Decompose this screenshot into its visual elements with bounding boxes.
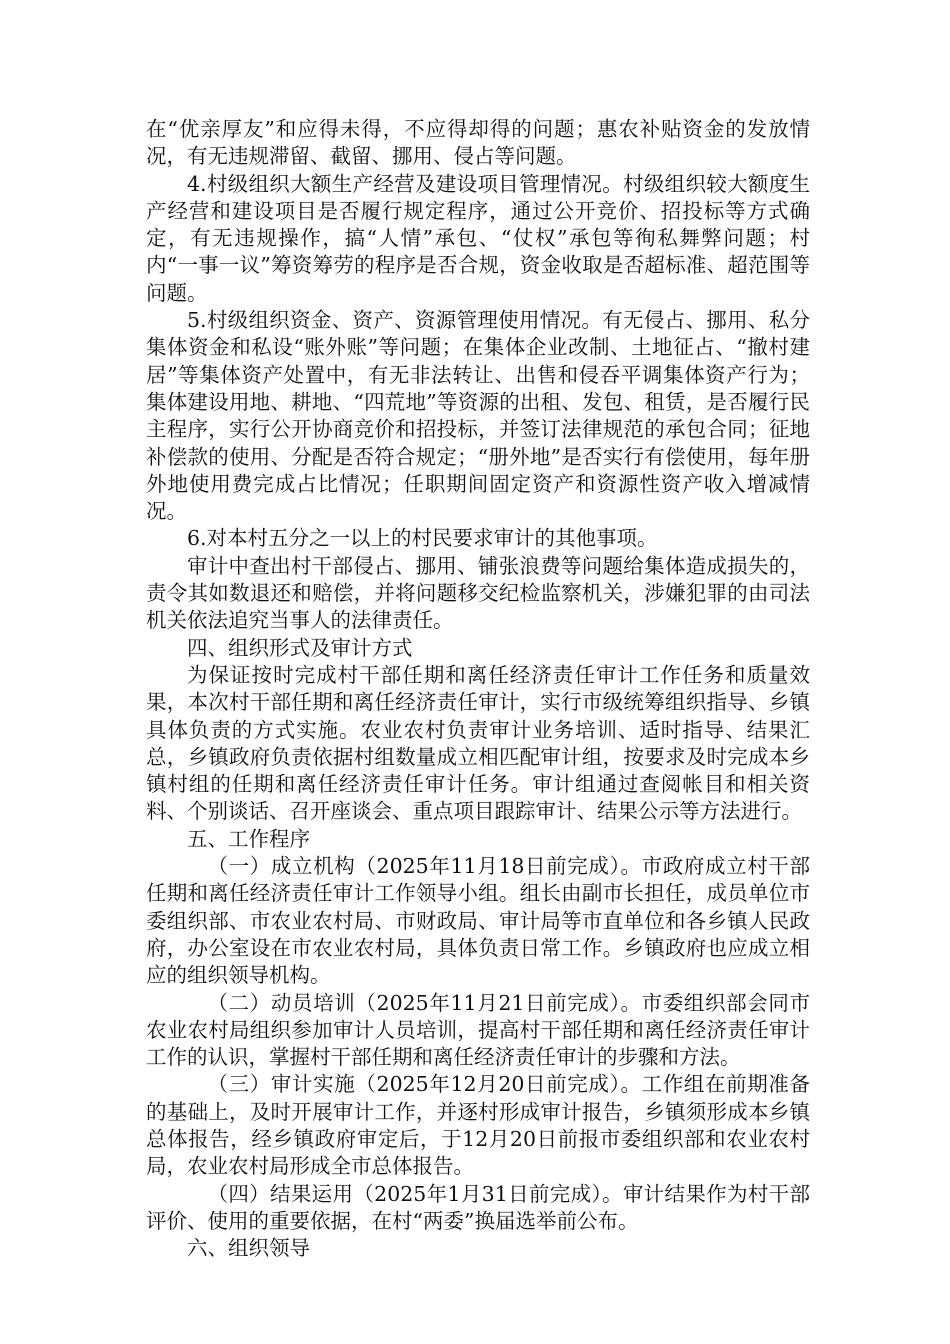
paragraph-step-2: （二）动员培训（2025年11月21日前完成）。市委组织部会同市农业农村局组织参加审计人员培训，提高村干部任期和离任经济责任审计工作的认识，掌握村干部任期和离任经济责任审计的步骤和方法。 xyxy=(146,990,810,1070)
section-heading-4: 四、组织形式及审计方式 xyxy=(187,635,413,660)
paragraph-step-4: （四）结果运用（2025年1月31日前完成）。审计结果作为村干部评价、使用的重要依据，在村“两委”换届选举前公布。 xyxy=(146,1181,810,1233)
paragraph-item-6: 6.对本村五分之一以上的村民要求审计的其他事项。 xyxy=(187,526,658,551)
document-body xyxy=(146,116,810,1262)
paragraph-step-3: （三）审计实施（2025年12月20日前完成）。工作组在前期准备的基础上，及时开展审计工作，并逐村形成审计报告，乡镇须形成本乡镇总体报告，经乡镇政府审定后，于12月20日前报市委组织部和农业农村局，农业农村局形成全市总体报告。 xyxy=(146,1072,810,1179)
paragraph-step-1: （一）成立机构（2025年11月18日前完成）。市政府成立村干部任期和离任经济责任审计工作领导小组。组长由副市长担任，成员单位市委组织部、市农业农村局、市财政局、审计局等市直单位和各乡镇人民政府，办公室设在市农业农村局，具体负责日常工作。乡镇政府也应成立相应的组织领导机构。 xyxy=(146,854,810,988)
paragraph-item-5: 5.村级组织资金、资产、资源管理使用情况。有无侵占、挪用、私分集体资金和私设“账外账”等问题；在集体企业改制、土地征占、“撤村建居”等集体资产处置中，有无非法转让、出售和侵吞平调集体资产行为；集体建设用地、耕地、“四荒地”等资源的出租、发包、租赁，是否履行民主程序，实行公开协商竞价和招投标，并签订法律规范的承包合同；征地补偿款的使用、分配是否符合规定；“册外地”是否实行有偿使用，每年册外地使用费完成占比情况；任职期间固定资产和资源性资产收入增减情况。 xyxy=(146,308,810,524)
paragraph-item-4: 4.村级组织大额生产经营及建设项目管理情况。村级组织较大额度生产经营和建设项目是否履行规定程序，通过公开竞价、招投标等方式确定，有无违规操作，搞“人情”承包、“仗权”承包等徇私舞弊问题；村内“一事一议”筹资筹劳的程序是否合规，资金收取是否超标准、超范围等问题。 xyxy=(146,171,810,305)
paragraph-organization-form: 为保证按时完成村干部任期和离任经济责任审计工作任务和质量效果，本次村干部任期和离任经济责任审计，实行市级统筹组织指导、乡镇具体负责的方式实施。农业农村负责审计业务培训、适时指导、结果汇总，乡镇政府负责依据村组数量成立相匹配审计组，按要求及时完成本乡镇村组的任期和离任经济责任审计任务。审计组通过查阅帐目和相关资料、个别谈话、召开座谈会、重点项目跟踪审计、结果公示等方法进行。 xyxy=(146,662,810,824)
section-heading-6: 六、组织领导 xyxy=(187,1236,310,1261)
paragraph-audit-liability: 审计中查出村干部侵占、挪用、铺张浪费等问题给集体造成损失的，责令其如数退还和赔偿，并将问题移交纪检监察机关，涉嫌犯罪的由司法机关依法追究当事人的法律责任。 xyxy=(146,553,810,633)
section-heading-5: 五、工作程序 xyxy=(187,826,310,851)
paragraph-continuation: 在“优亲厚友”和应得未得，不应得却得的问题；惠农补贴资金的发放情况，有无违规滞留、截留、挪用、侵占等问题。 xyxy=(146,117,810,169)
